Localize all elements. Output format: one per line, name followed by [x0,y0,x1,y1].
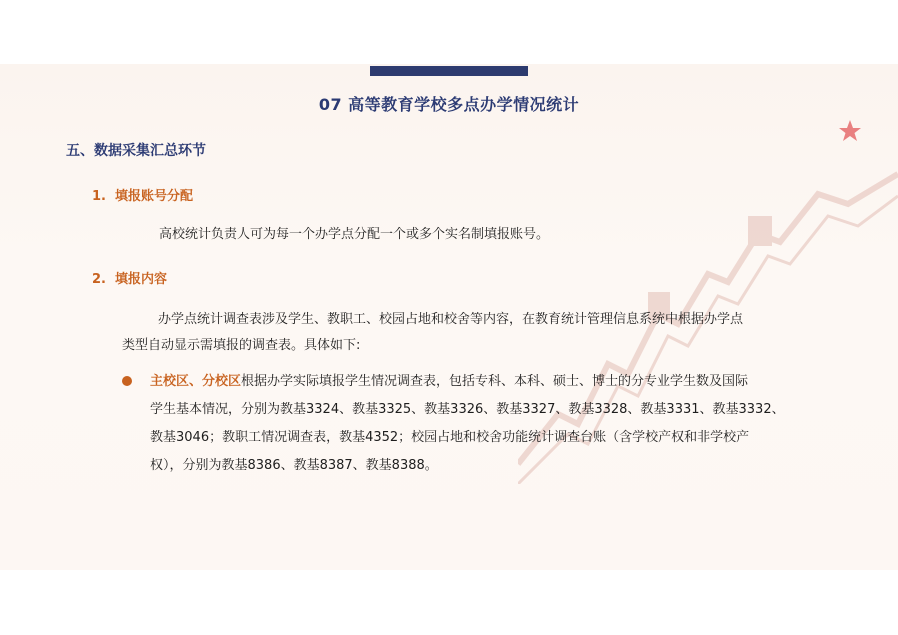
paragraph-line: 类型自动显示需填报的调查表。具体如下: [122,338,361,353]
bullet-line: 教基3046；教职工情况调查表，教基4352；校园占地和校舍功能统计调查台账（含学校产权和非学校产 [150,430,750,445]
subheading-content [92,268,167,287]
subheading-number: 1. [92,189,106,204]
slide [0,64,898,570]
bullet-highlight: 主校区、分校区 [150,374,242,389]
subheading-text: 填报内容 [115,272,168,287]
subheading-number: 2. [92,272,106,287]
paragraph-account: 高校统计负责人可为每一个办学点分配一个或多个实名制填报账号。 [159,227,550,242]
bullet-line: 权），分别为教基8386、教基8387、教基8388。 [150,458,438,473]
paragraph-content [122,307,842,359]
paragraph-line: 办学点统计调查表涉及学生、教职工、校园占地和校舍等内容，在教育统计管理信息系统中根据办学点 [158,312,744,327]
title-accent-bar [370,66,528,76]
bullet-line: 根据办学实际填报学生情况调查表，包括专科、本科、硕士、博士的分专业学生数及国际 [241,374,749,389]
star-icon [838,119,862,143]
bullet-dot-icon [122,376,132,386]
bullet-line: 学生基本情况，分别为教基3324、教基3325、教基3326、教基3327、教基3328、教基3331、教基3332、 [150,402,785,417]
subheading-text: 填报账号分配 [115,189,194,204]
bullet-paragraph [150,368,870,480]
page-title: 07 高等教育学校多点办学情况统计 [318,95,580,114]
section-heading: 五、数据采集汇总环节 [66,143,206,159]
subheading-account [92,185,193,204]
